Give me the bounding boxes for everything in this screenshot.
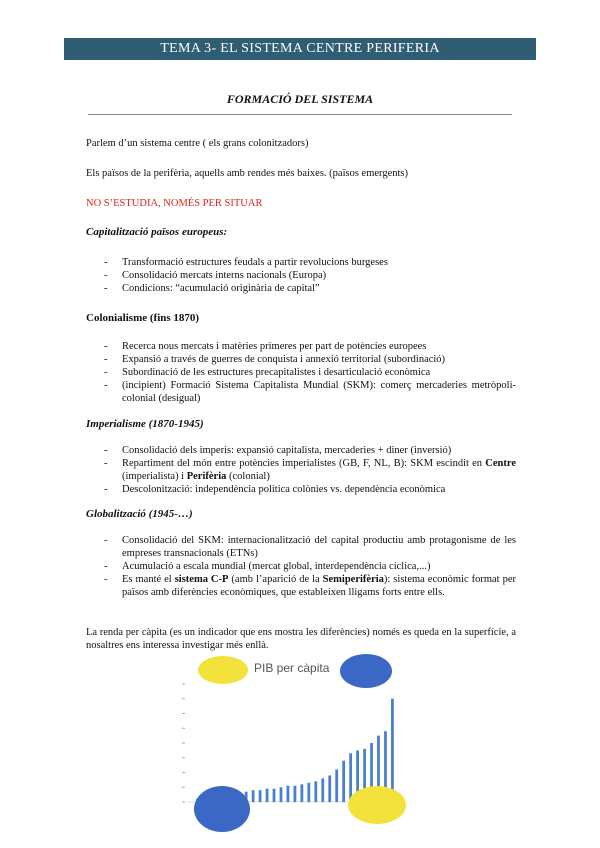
text-span: (colonial) [226, 471, 270, 482]
chart-bar [273, 789, 276, 802]
y-tick [182, 684, 185, 685]
text-span: ): sistema econòmic format per països amb diferències econòmiques, que estableixen lligams forts entre ells. [122, 574, 516, 598]
y-tick [182, 787, 185, 788]
note-red: NO S’ESTUDIA, NOMÉS PER SITUAR [86, 198, 263, 209]
annotation-bubble [348, 786, 406, 824]
chart-bar [314, 781, 317, 802]
intro-paragraph-1: Parlem d’un sistema centre ( els grans colonitzadors) [86, 138, 309, 149]
list-item [86, 457, 516, 483]
annotation-bubble [340, 654, 392, 688]
pib-chart [172, 656, 412, 842]
list-item: - (incipient) Formació Sistema Capitalista Mundial (SKM): comerç mercaderies metròpoli-colonial (desigual) [86, 379, 516, 405]
chart-bar [328, 775, 331, 802]
list-item [86, 573, 516, 599]
list-item: - Consolidació dels imperis: expansió capitalista, mercaderies + diner (inversió) [86, 444, 516, 457]
chart-bar [280, 787, 283, 802]
bold-periferia: Perifèria [186, 471, 227, 482]
chart-bar [259, 790, 262, 802]
list-globalitzacio [86, 534, 516, 599]
list-capitalitzacio [86, 256, 516, 295]
chart-bar [294, 786, 297, 802]
chart-bar [391, 699, 394, 802]
y-tick [182, 743, 185, 744]
list-item: - Transformació estructures feudals a partir revolucions burgeses [86, 256, 516, 269]
annotation-bubble [198, 656, 248, 684]
list-item: - Subordinació de les estructures precapitalistes i desarticulació econòmica [86, 366, 516, 379]
list-item: - Descolonització: independència política colònies vs. dependència econòmica [86, 483, 516, 496]
y-tick [182, 757, 185, 758]
bold-centre: Centre [485, 458, 516, 469]
y-tick [182, 713, 185, 714]
text-span: Es manté el [122, 574, 175, 585]
list-item: - Recerca nous mercats i matèries primeres per part de potències europees [86, 340, 516, 353]
y-tick [182, 802, 185, 803]
text-span: (imperialista) i [122, 471, 187, 482]
chart-bar [342, 761, 345, 802]
y-tick [182, 698, 185, 699]
list-item: - Consolidació mercats interns nacionals (Europa) [86, 269, 516, 282]
list-item: - Condicions: “acumulació originària de capital” [86, 282, 516, 295]
list-item: - Expansió a través de guerres de conquista i annexió territorial (subordinació) [86, 353, 516, 366]
chart-bar [300, 784, 303, 802]
y-tick [182, 772, 185, 773]
chart-bar [307, 783, 310, 802]
section-title: FORMACIÓ DEL SISTEMA [226, 92, 374, 106]
chart-bar [252, 790, 255, 802]
text-span: Repartiment del món entre potències imperialistes (GB, F, NL, B): SKM escindit en [122, 458, 486, 469]
intro-paragraph-2: Els països de la perifèria, aquells amb rendes més baixes. (països emergents) [86, 168, 408, 179]
chart-bar [287, 786, 290, 802]
heading-colonialisme: Colonialisme (fins 1870) [86, 312, 200, 324]
text-span: (amb l’aparició de la [228, 574, 323, 585]
chart-bar [335, 770, 338, 802]
chart-title: PIB per càpita [254, 661, 330, 675]
y-tick [182, 728, 185, 729]
heading-imperialisme: Imperialisme (1870-1945) [86, 418, 204, 430]
heading-capitalitzacio: Capitalització països europeus: [86, 226, 228, 238]
bold-sistema-cp: sistema C-P [174, 574, 229, 585]
list-item: - Acumulació a escala mundial (mercat global, interdependència cíclica,...) [86, 560, 516, 573]
list-imperialisme [86, 444, 516, 496]
chart-bar [321, 778, 324, 802]
heading-globalitzacio: Globalització (1945-…) [86, 508, 193, 520]
chart-bar [266, 789, 269, 802]
bold-semiperiferia: Semiperifèria [322, 574, 384, 585]
annotation-bubble [194, 786, 250, 832]
header-banner: TEMA 3- EL SISTEMA CENTRE PERIFERIA [64, 38, 536, 60]
list-item: - Consolidació del SKM: internacionalització del capital productiu amb protagonisme de les empreses transnacionals (ETNs) [86, 534, 516, 560]
renda-paragraph: La renda per càpita (es un indicador que ens mostra les diferències) només es queda en la superfície, a nosaltres ens interessa investigar més enllà. [86, 627, 516, 651]
list-colonialisme [86, 340, 516, 405]
title-underline [88, 114, 512, 115]
